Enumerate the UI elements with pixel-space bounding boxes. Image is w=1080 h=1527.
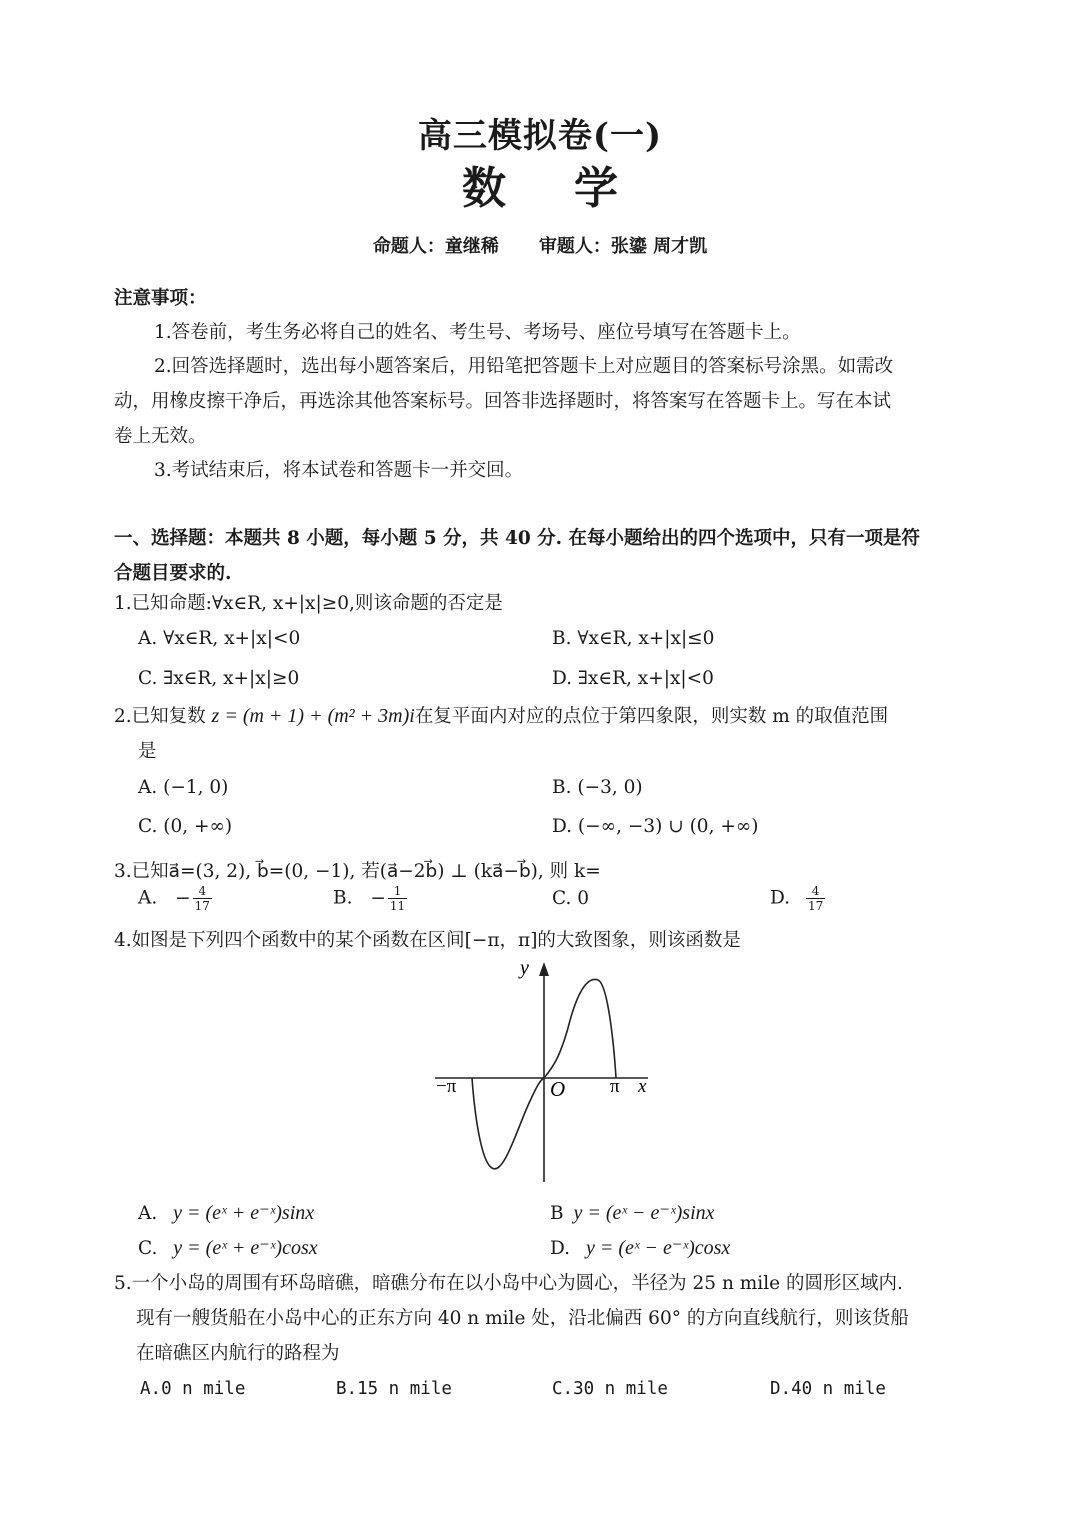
q5-option-a: A.0 n mile [140, 1379, 246, 1399]
q1-option-b: B. ∀x∈R, x+|x|≤0 [552, 628, 715, 649]
reviewer: 审题人：张鎏 周才凯 [538, 236, 708, 257]
q3-d-numerator: 4 [806, 884, 825, 899]
notice-heading: 注意事项： [114, 288, 207, 309]
q4-a-label: A. [138, 1203, 158, 1224]
q4-b-label: B [550, 1203, 564, 1224]
q4-c-formula: y = (eˣ + e⁻ˣ)cosx [173, 1237, 318, 1259]
q3-a-numerator: 4 [193, 884, 212, 899]
q4-stem: 4.如图是下列四个函数中的某个函数在区间[−π，π]的大致图象，则该函数是 [114, 930, 741, 951]
q4-option-b [550, 1200, 715, 1225]
q5-option-d: D.40 n mile [770, 1379, 886, 1399]
authors-line [0, 232, 1080, 258]
q2-option-c: C. (0, +∞) [138, 816, 233, 837]
setter: 命题人：童继稀 [372, 236, 499, 257]
q5-option-c: C.30 n mile [552, 1379, 668, 1399]
origin-label: O [550, 1077, 566, 1101]
q1-stem: 1.已知命题:∀x∈R, x+|x|≥0,则该命题的否定是 [114, 593, 503, 614]
q2-stem [114, 702, 888, 728]
q5-stem-line-3: 在暗礁区内航行的路程为 [136, 1343, 340, 1364]
notice-line-2c: 卷上无效。 [114, 426, 207, 447]
q5-stem-line-2: 现有一艘货船在小岛中心的正东方向 40 n mile 处，沿北偏西 60° 的方向直线航行，则该货船 [136, 1308, 909, 1329]
q1-option-a: A. ∀x∈R, x+|x|<0 [138, 628, 301, 649]
q4-d-label: D. [550, 1238, 571, 1259]
q4-function-graph [430, 956, 660, 1188]
q2-prefix: 2.已知复数 [114, 706, 212, 727]
q3-a-label: A. [138, 887, 158, 909]
section-heading-line-2: 合题目要求的. [114, 563, 232, 584]
q2-stem-line-2: 是 [138, 741, 157, 762]
q5-option-b: B.15 n mile [336, 1379, 452, 1399]
neg-pi-label: −π [436, 1076, 457, 1097]
exam-title: 高三模拟卷(一) [417, 116, 663, 156]
q4-b-formula: y = (eˣ − e⁻ˣ)sinx [573, 1202, 715, 1224]
q3-d-label: D. [770, 887, 791, 909]
q3-option-b [333, 884, 407, 913]
subject-title: 数学 [462, 163, 686, 214]
q3-d-fraction [806, 884, 825, 913]
q3-option-c: C. 0 [552, 888, 590, 909]
q3-a-denominator: 17 [194, 899, 210, 913]
q2-option-d: D. (−∞, −3) ∪ (0, +∞) [552, 816, 759, 837]
q3-b-numerator: 1 [388, 884, 407, 899]
q3-b-denominator: 11 [389, 899, 406, 913]
q3-a-sign: − [175, 887, 191, 909]
q1-option-d: D. ∃x∈R, x+|x|<0 [552, 668, 714, 689]
notice-line-2a: 2.回答选择题时，选出每小题答案后，用铅笔把答题卡上对应题目的答案标号涂黑。如需改 [154, 356, 894, 377]
q3-a-fraction [193, 884, 212, 913]
q4-option-a [138, 1200, 314, 1225]
q3-option-d [770, 884, 825, 913]
q3-stem: 3.已知a⃗=(3, 2), b⃗=(0, −1), 若(a⃗−2b⃗) ⊥ (ka⃗−b⃗), 则 k= [114, 861, 601, 882]
x-axis-label: x [638, 1076, 647, 1097]
q3-d-denominator: 17 [807, 899, 824, 913]
q4-option-c [138, 1235, 318, 1260]
q2-option-b: B. (−3, 0) [552, 777, 643, 798]
q4-c-label: C. [138, 1238, 158, 1259]
section-heading-line-1: 一、选择题：本题共 8 小题，每小题 5 分，共 40 分. 在每小题给出的四个选项中，只有一项是符 [114, 528, 921, 549]
pi-label: π [610, 1076, 620, 1097]
q3-option-a [138, 884, 212, 913]
y-axis-label: y [520, 957, 529, 979]
q4-option-d [550, 1235, 730, 1260]
notice-line-1: 1.答卷前，考生务必将自己的姓名、考生号、考场号、座位号填写在答题卡上。 [154, 322, 801, 343]
q4-d-formula: y = (eˣ − e⁻ˣ)cosx [585, 1237, 731, 1259]
q3-b-fraction [388, 884, 407, 913]
notice-line-2b: 动，用橡皮擦干净后，再选涂其他答案标号。回答非选择题时，将答案写在答题卡上。写在本试 [114, 391, 892, 412]
q2-option-a: A. (−1, 0) [138, 777, 229, 798]
q5-stem-line-1: 5.一个小岛的周围有环岛暗礁，暗礁分布在以小岛中心为圆心，半径为 25 n mile 的圆形区域内. [114, 1273, 903, 1294]
q4-a-formula: y = (eˣ + e⁻ˣ)sinx [173, 1202, 315, 1224]
q1-option-c: C. ∃x∈R, x+|x|≥0 [138, 668, 300, 689]
y-axis-arrow-icon [539, 962, 549, 976]
notice-line-3: 3.考试结束后，将本试卷和答题卡一并交回。 [154, 460, 524, 481]
q2-suffix: 在复平面内对应的点位于第四象限，则实数 m 的取值范围 [414, 706, 889, 727]
q3-b-sign: − [370, 887, 386, 909]
q3-b-label: B. [333, 887, 353, 909]
q2-formula: z = (m + 1) + (m² + 3m)i [211, 705, 415, 727]
